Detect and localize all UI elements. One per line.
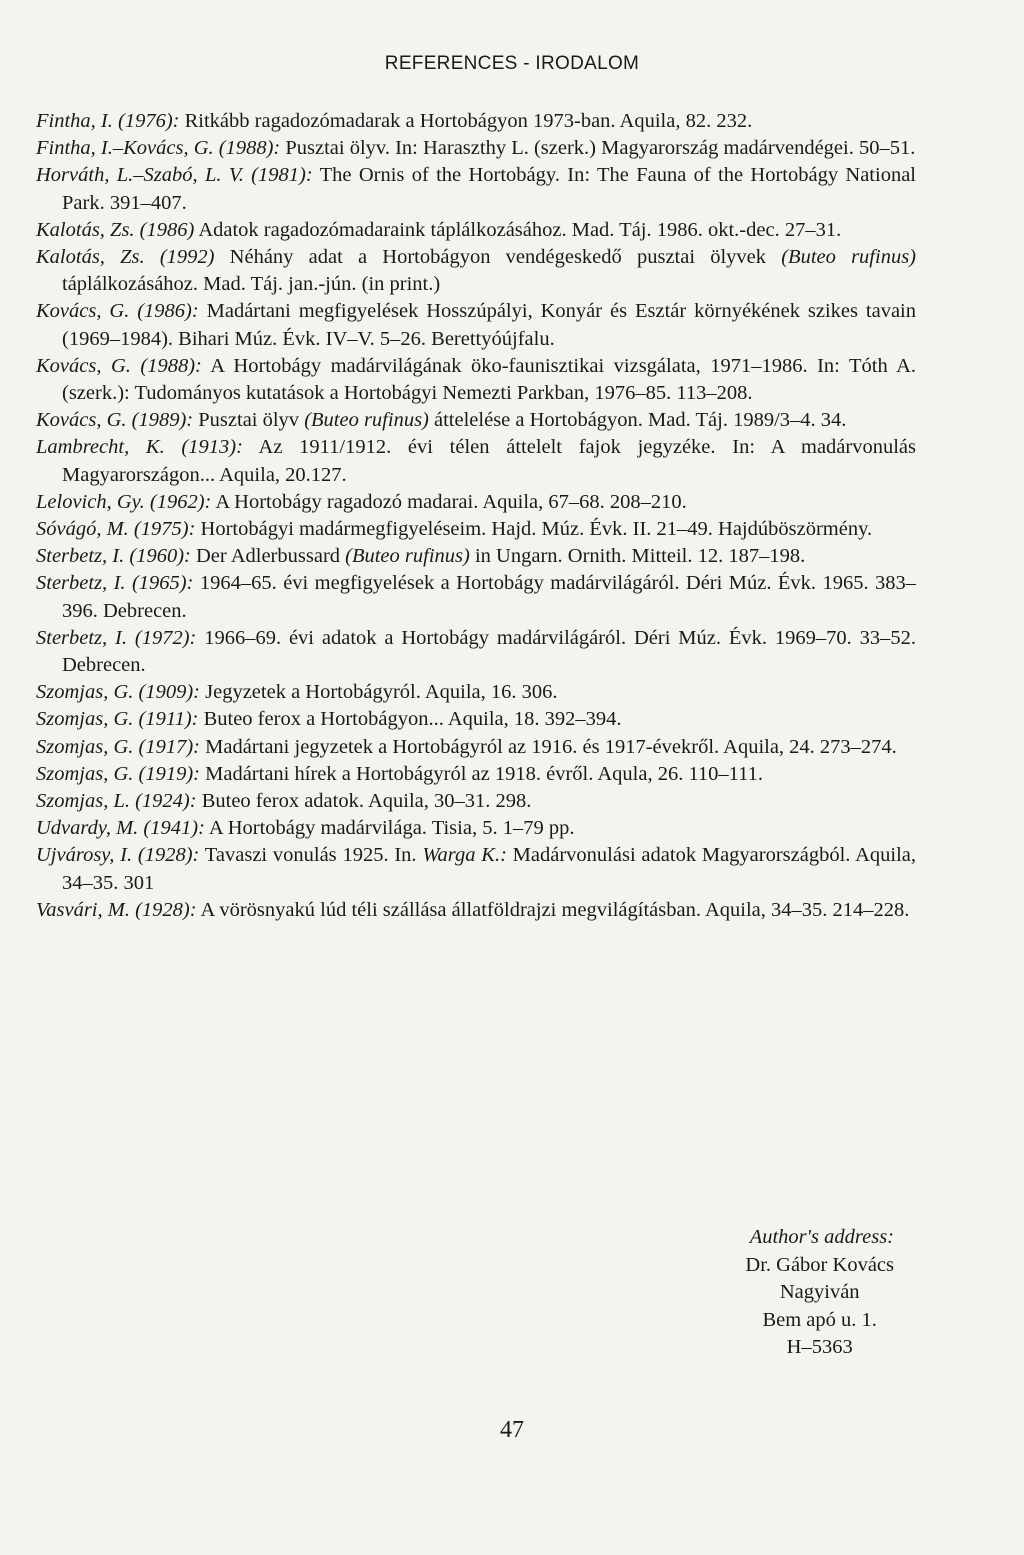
- reference-author: Szomjas, G. (1909):: [36, 681, 200, 704]
- reference-text: táplálkozásához. Mad. Táj. jan.-jún. (in print.): [62, 273, 441, 296]
- reference-text: 1964–65. évi megfigyelések a Hortobágy madárvilágáról. Déri Múz. Évk. 1965. 383–396. Debrecen.: [62, 572, 916, 622]
- reference-author: Sterbetz, I. (1965):: [36, 572, 194, 595]
- reference-author: Szomjas, G. (1911):: [36, 708, 199, 731]
- reference-text: 1966–69. évi adatok a Hortobágy madárvilágáról. Déri Múz. Évk. 1969–70. 33–52. Debrecen.: [62, 626, 916, 677]
- reference-text: Néhány adat a Hortobágyon vendégeskedő pusztai ölyvek: [214, 246, 782, 269]
- reference-italic-text: (Buteo rufinus): [781, 246, 916, 269]
- reference-entry: [36, 516, 916, 543]
- reference-text: Ritkább ragadozómadarak a Hortobágyon 1973-ban. Aquila, 82. 232.: [179, 110, 753, 132]
- reference-entry: [36, 679, 916, 706]
- reference-author: Kalotás, Zs. (1992): [36, 246, 215, 269]
- reference-entry: [36, 244, 916, 298]
- page-number: 47: [500, 1417, 524, 1443]
- reference-author: Lelovich, Gy. (1962):: [36, 490, 212, 513]
- reference-entry: [36, 570, 916, 624]
- reference-author: Fintha, I. (1976):: [36, 110, 180, 132]
- reference-author: Kovács, G. (1988):: [36, 354, 202, 377]
- reference-author: Szomjas, G. (1917):: [36, 735, 200, 758]
- reference-entry: [36, 625, 916, 679]
- reference-entry: [36, 761, 916, 788]
- reference-author: Fintha, I.–Kovács, G. (1988):: [36, 137, 281, 160]
- reference-entry: [36, 842, 916, 896]
- reference-entry: [36, 788, 916, 815]
- address-line-name: Dr. Gábor Kovács: [745, 1253, 894, 1276]
- reference-author: Szomjas, G. (1919):: [36, 762, 200, 785]
- reference-text: A Hortobágy madárvilágának öko-faunisztikai vizsgálata, 1971–1986. In: Tóth A. (szerk.): Tudományos kutatások a Hortobágyi Nemezti Parkban, 1976–85. 113–208.: [62, 354, 916, 405]
- reference-entry: [36, 434, 916, 488]
- reference-entry: [36, 298, 916, 352]
- reference-entry: [36, 162, 916, 216]
- reference-text: Tavaszi vonulás 1925. In.: [199, 844, 423, 867]
- reference-text: Buteo ferox a Hortobágyon... Aquila, 18. 392–394.: [198, 708, 622, 731]
- reference-text: Adatok ragadozómadaraink táplálkozásához. Mad. Táj. 1986. okt.-dec. 27–31.: [194, 218, 842, 241]
- reference-text: Madártani megfigyelések Hosszúpályi, Konyár és Esztár környékének szikes tavain (1969–1984). Bihari Múz. Évk. IV–V. 5–26. Berettyóújfalu.: [62, 300, 917, 350]
- reference-text: áttelelése a Hortobágyon. Mad. Táj. 1989/3–4. 34.: [428, 409, 847, 432]
- reference-text: Pusztai ölyv: [193, 409, 305, 432]
- reference-text: Hortobágyi madármegfigyeléseim. Hajd. Múz. Évk. II. 21–49. Hajdúböszörmény.: [195, 518, 873, 541]
- reference-entry: [36, 706, 916, 733]
- reference-author: Vasvári, M. (1928):: [36, 898, 197, 921]
- reference-author: Horváth, L.–Szabó, L. V. (1981):: [36, 164, 313, 187]
- reference-text: Az 1911/1912. évi télen áttelelt fajok jegyzéke. In: A madárvonulás Magyarországon... Aquila, 20.127.: [62, 436, 916, 486]
- reference-entry: [36, 543, 916, 570]
- reference-author: Kalotás, Zs. (1986): [36, 218, 195, 241]
- reference-text: Buteo ferox adatok. Aquila, 30–31. 298.: [196, 790, 532, 813]
- reference-author: Sterbetz, I. (1960):: [36, 545, 191, 568]
- reference-text: A Hortobágy ragadozó madarai. Aquila, 67–68. 208–210.: [211, 490, 687, 513]
- reference-text: A vörösnyakú lúd téli szállása állatföldrajzi megvilágításban. Aquila, 34–35. 214–228.: [196, 898, 910, 921]
- reference-text: A Hortobágy madárvilága. Tisia, 5. 1–79 pp.: [204, 817, 575, 840]
- reference-entry: [36, 734, 916, 761]
- reference-italic-text: (Buteo rufinus): [304, 409, 429, 432]
- address-line-postcode: H–5363: [786, 1336, 853, 1358]
- reference-author: Sterbetz, I. (1972):: [36, 626, 197, 649]
- address-line-town: Nagyiván: [779, 1281, 860, 1303]
- page-title: REFERENCES - IRODALOM: [384, 53, 640, 74]
- reference-entry: [36, 897, 916, 924]
- reference-entry: [36, 135, 916, 162]
- reference-entry: [36, 489, 916, 516]
- reference-author: Sóvágó, M. (1975):: [36, 518, 196, 541]
- reference-author: Udvardy, M. (1941):: [36, 817, 205, 840]
- reference-text: Pusztai ölyv. In: Haraszthy L. (szerk.) Magyarország madárvendégei. 50–51.: [280, 137, 916, 160]
- reference-author: Kovács, G. (1989):: [36, 409, 194, 432]
- reference-list: [36, 108, 916, 924]
- address-line-street: Bem apó u. 1.: [762, 1308, 877, 1331]
- reference-italic-text: Warga K.:: [422, 844, 507, 867]
- reference-entry: [36, 108, 916, 135]
- reference-entry: [36, 217, 916, 244]
- reference-author: Kovács, G. (1986):: [36, 300, 199, 323]
- author-address-label: Author's address:: [749, 1226, 894, 1248]
- reference-entry: [36, 815, 916, 842]
- author-address: [745, 1224, 894, 1362]
- reference-entry: [36, 353, 916, 407]
- reference-text: Madártani jegyzetek a Hortobágyról az 1916. és 1917-évekről. Aquila, 24. 273–274.: [200, 735, 897, 758]
- reference-entry: [36, 407, 916, 434]
- reference-italic-text: (Buteo rufinus): [345, 545, 470, 568]
- reference-text: Jegyzetek a Hortobágyról. Aquila, 16. 306.: [200, 681, 558, 704]
- reference-text: Der Adlerbussard: [190, 545, 346, 568]
- reference-text: The Ornis of the Hortobágy. In: The Fauna of the Hortobágy National Park. 391–407.: [62, 164, 916, 214]
- reference-text: Madárvonulási adatok Magyarországból. Aquila, 34–35. 301: [62, 844, 916, 894]
- reference-text: in Ungarn. Ornith. Mitteil. 12. 187–198.: [469, 545, 806, 568]
- reference-author: Ujvárosy, I. (1928):: [36, 844, 200, 867]
- reference-author: Lambrecht, K. (1913):: [36, 436, 243, 459]
- reference-author: Szomjas, L. (1924):: [36, 790, 197, 813]
- reference-text: Madártani hírek a Hortobágyról az 1918. évről. Aqula, 26. 110–111.: [200, 762, 764, 785]
